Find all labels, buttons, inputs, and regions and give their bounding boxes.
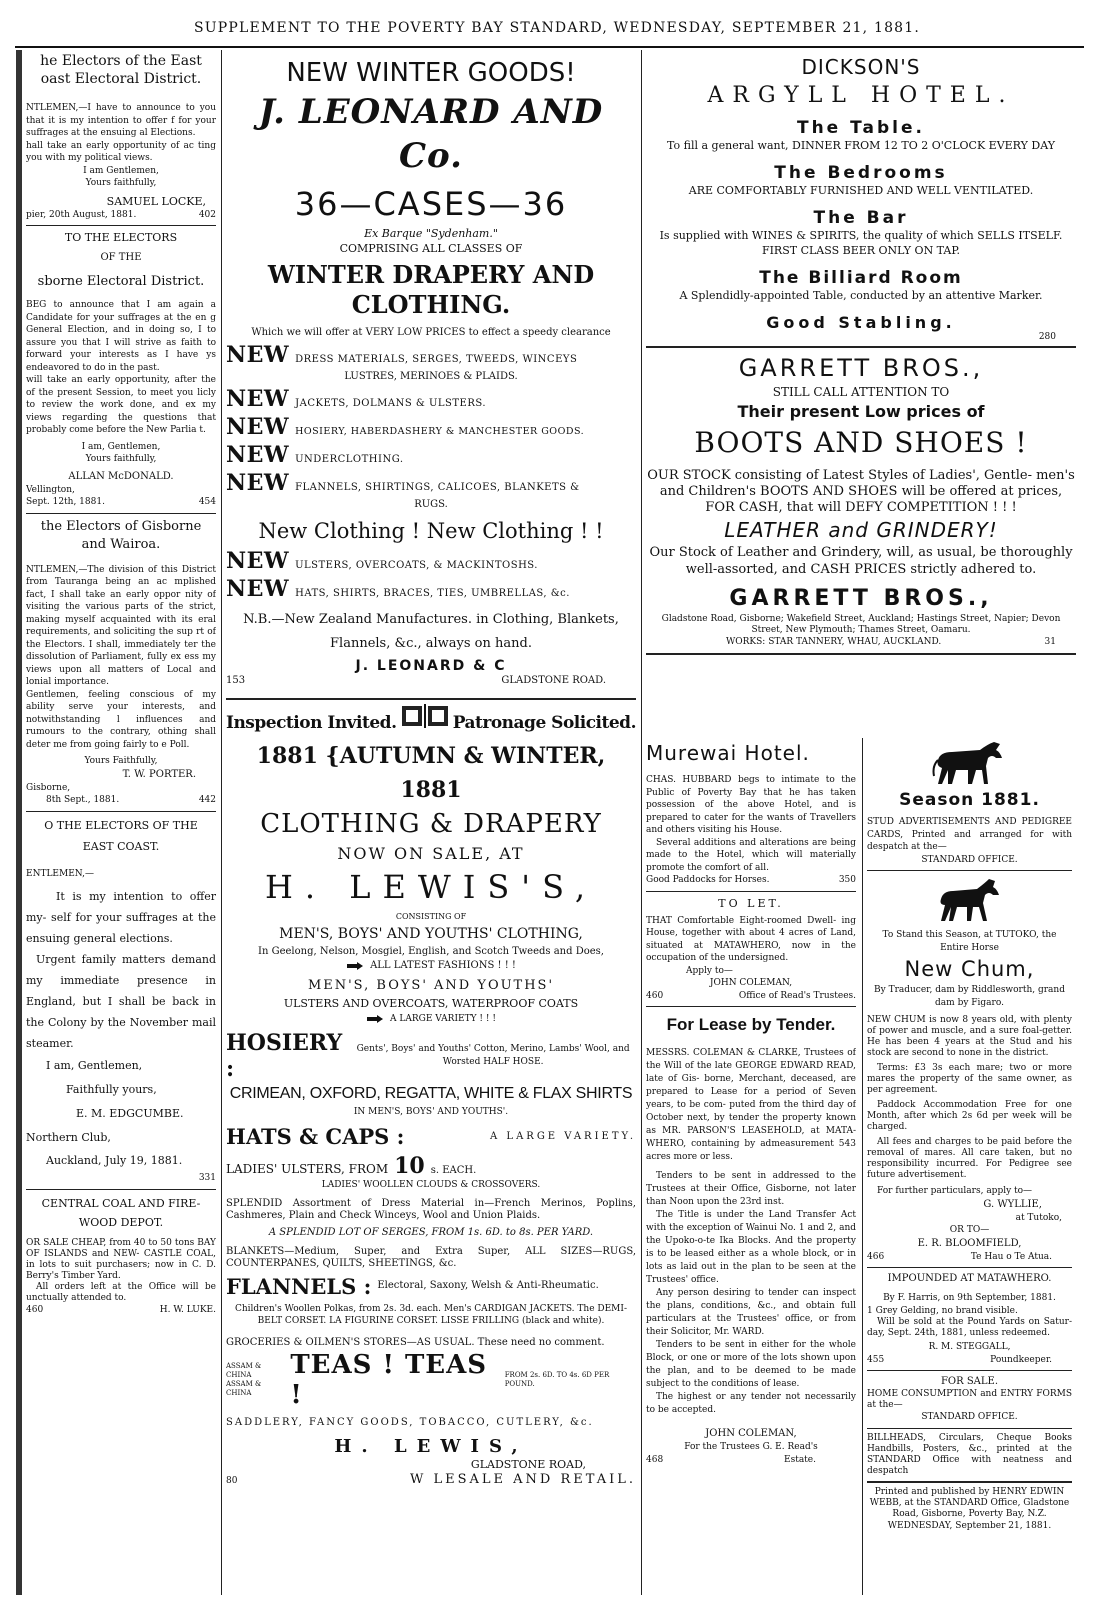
signature: E. M. EDGCUMBE. (76, 1107, 184, 1120)
column-3-top (646, 52, 1076, 659)
ad-body: Terms: £3 3s each mare; two or more mares the property of the same owner, as per agreement. (867, 1063, 1072, 1095)
notice-title: OF THE (100, 252, 142, 263)
notice-body: It is my intention to offer my- self for your suffrages at the ensuing general elections. (26, 890, 216, 945)
ad-body: 1 Grey Gelding, no brand visible. (867, 1305, 1018, 1316)
ad-body: By F. Harris, on 9th September, 1881. (883, 1293, 1056, 1303)
ad-body: STUD ADVERTISEMENTS AND PEDIGREE CARDS, Printed and arranged for with despatch at the— (867, 817, 1072, 852)
signature: T. W. PORTER. (122, 768, 196, 780)
section-heading: The Table. (796, 118, 925, 138)
item-text: UNDERCLOTHING. (295, 454, 404, 465)
new-label: NEW (226, 342, 290, 368)
notice-footer (26, 794, 216, 807)
ad-footer (646, 990, 856, 1003)
notice-title: and Wairoa. (81, 536, 161, 552)
notice-title: he Electors of the East (40, 53, 202, 69)
closing: I am, Gentlemen, (81, 441, 161, 452)
season-title: Season 1881. (899, 790, 1040, 810)
section-text: Is supplied with WINES & SPIRITS, the quality of which SELLS ITSELF. (659, 229, 1063, 242)
ad-body: Several additions and alterations are being made to the Hotel, which will materially promote the comfort of all. (646, 837, 856, 873)
hand-icon (346, 961, 364, 971)
horse-icon (867, 740, 1072, 788)
ad-number: 460 (26, 1304, 44, 1315)
ad-number: 31 (1044, 637, 1056, 647)
ad-title: For Lease by Tender. (666, 1015, 836, 1034)
signature: H. LEWIS, (334, 1435, 528, 1457)
item-text: ULSTERS, OVERCOATS, & MACKINTOSHS. (295, 560, 538, 571)
address: GLADSTONE ROAD, (470, 1457, 586, 1471)
page-header: SUPPLEMENT TO THE POVERTY BAY STANDARD, WEDNESDAY, SEPTEMBER 21, 1881. (193, 20, 921, 36)
date: Sept. 12th, 1881. (26, 497, 105, 507)
notice-title: O THE ELECTORS OF THE (44, 818, 198, 832)
attention-line: STILL CALL ATTENTION TO (772, 385, 950, 399)
ulsters-line: ULSTERS AND OVERCOATS, WATERPROOF COATS (283, 997, 579, 1010)
on-sale-line: NOW ON SALE, AT (337, 844, 525, 863)
ad-text: Good Paddocks for Horses. (646, 875, 770, 885)
horse-name: New Chum, (904, 957, 1035, 981)
mens-boys-line: MEN'S, BOYS' AND YOUTHS' (307, 978, 555, 993)
closing: Yours Faithfully, (84, 756, 158, 766)
nb-note: N.B.—New Zealand Manufactures. in Clothing, Blankets, Flannels, &c., always on hand. (243, 612, 619, 651)
ad-footer (646, 874, 856, 887)
fashions-line (226, 959, 636, 973)
teas-price: FROM 2s. 6D. TO 4s. 6D PER POUND. (504, 1370, 610, 1388)
tea-origin-text: ASSAM & CHINA (226, 1379, 262, 1397)
lease-tender-ad (646, 1011, 856, 1466)
ad-body: Any person desiring to tender can inspect the plans, conditions, &c., and obtain full particulars at the Trustees' office, or from their Solicitor, Mr. WARD. (646, 1288, 856, 1337)
ad-body: BILLHEADS, Circulars, Cheque Books Handbills, Posters, &c., printed at the STANDARD Office with neatness and despatch (867, 1432, 1072, 1476)
section-text: ARE COMFORTABLY FURNISHED AND WELL VENTILATED. (688, 184, 1034, 197)
ad-body: THAT Comfortable Eight-roomed Dwell- ing House, together with about 4 acres of Land, situated at MATAWHERO, now in the occupation of the undersigned. (646, 915, 856, 963)
notice-body: NTLEMEN,—The division of this District from Tauranga being an ac mplished fact, I shall take an early oppor nity of visiting the various parts of the strict, making myself acquainted with its eral requirements, and soliciting the sup rt of the Electors. I shall, immediately ter the dissolution of Parliament, fully ex ess my views upon all matters of Local and lonial importance. (26, 564, 216, 687)
inspection-text: Inspection Invited. (226, 713, 397, 733)
tweeds-line: In Geelong, Nelson, Mosgiel, English, and Scotch Tweeds and Does, (258, 946, 604, 957)
ad-number: 442 (198, 795, 216, 805)
notice-title: EAST COAST. (82, 839, 160, 853)
notice-body: Gentlemen, feeling conscious of my ability serve your interests, and notwithstanding l influences and rumours to the contrary, othing shall deter me from going fairly to e Poll. (26, 689, 216, 750)
closing: Yours faithfully, (85, 454, 157, 464)
addresses: Gladstone Road, Gisborne; Wakefield Street, Auckland; Hastings Street, Napier; Devon Street, New Plymouth; Thames Street, Oamaru. (661, 614, 1061, 635)
murewai-hotel-ad (646, 740, 856, 887)
leonard-advert (226, 56, 636, 688)
works-text: WORKS: STAR TANNERY, WHAU, AUCKLAND. (726, 637, 942, 647)
teas-line (226, 1350, 636, 1410)
column-1 (26, 52, 216, 1316)
hotel-name: Murewai Hotel. (646, 741, 810, 765)
variety-text: A LARGE VARIETY ! ! ! (390, 1014, 496, 1024)
column-4 (867, 740, 1072, 1532)
ad-body: All orders left at the Office will be unctually attended to. (26, 1281, 216, 1303)
item-text: RUGS. (414, 499, 448, 510)
new-item (226, 386, 636, 412)
advert-headline: NEW WINTER GOODS! (286, 58, 576, 88)
advert-footer (226, 674, 636, 688)
patronage-text: Patronage Solicited. (452, 713, 636, 733)
hosiery-label: HOSIERY : (226, 1029, 343, 1082)
election-notice-mcdonald (26, 230, 216, 509)
ad-number: 466 (867, 1251, 885, 1262)
trustees-line: For the Trustees G. E. Read's (684, 1442, 818, 1452)
ad-body: Tenders to be sent in either for the whole Block, or one or more of the lots shown upon the plan, and to be deemed to be made subject to the conditions of lease. (646, 1340, 856, 1389)
salutation: ENTLEMEN,— (26, 868, 94, 879)
section-text: To fill a general want, DINNER FROM 12 TO 2 O'CLOCK EVERY DAY (667, 139, 1055, 152)
shirts-line: CRIMEAN, OXFORD, REGATTA, WHITE & FLAX SHIRTS (229, 1084, 633, 1102)
hotel-name: ARGYLL HOTEL. (707, 83, 1015, 108)
item-text: JACKETS, DOLMANS & ULSTERS. (295, 398, 487, 409)
consisting-line: CONSISTING OF (395, 912, 467, 921)
for-sale-ad (867, 1375, 1072, 1424)
leather-headline: LEATHER and GRINDERY! (724, 518, 998, 542)
new-item (226, 470, 636, 496)
ship-name: Ex Barque "Sydenham." (364, 227, 498, 240)
teas-headline: TEAS ! TEAS ! (290, 1349, 488, 1410)
cases-headline: 36—CASES—36 (294, 185, 568, 223)
winter-drapery-title: WINTER DRAPERY AND (267, 260, 595, 289)
section-heading: Good Stabling. (766, 313, 956, 332)
ladies-price: 10 (394, 1153, 425, 1179)
blankets-line: BLANKETS—Medium, Super, and Extra Super, ALL SIZES—RUGS, COUNTERPANES, QUILTS, SHEETINGS, &c. (226, 1245, 636, 1269)
imprint (867, 1487, 1072, 1533)
hand-icon (366, 1014, 384, 1024)
item-text: HATS, SHIRTS, BRACES, TIES, UMBRELLAS, &c. (295, 588, 570, 599)
billheads-ad (867, 1433, 1072, 1477)
fashions-text: ALL LATEST FASHIONS ! ! ! (370, 960, 516, 971)
ad-number: 350 (838, 875, 856, 885)
hats-text: A LARGE VARIETY. (490, 1130, 636, 1142)
ad-body: OR SALE CHEAP, from 40 to 50 tons BAY OF ISLANDS and NEW- CASTLE COAL, in lots to suit purchasers; now in C. D. Berry's Timber Yard. (26, 1237, 216, 1281)
apply-line: For further particulars, apply to— (877, 1186, 1033, 1196)
firm-name: GARRETT BROS., (729, 586, 993, 611)
inspection-line (226, 704, 636, 733)
boots-shoes-headline: BOOTS AND SHOES ! (694, 426, 1028, 459)
signature: H. W. LUKE. (159, 1304, 216, 1315)
childrens-line: Children's Woollen Polkas, from 2s. 3d. each. Men's CARDIGAN JACKETS. The DEMI-BELT CORSET. LA FIGURINE CORSET. LISSE FRILLING (black and white). (234, 1303, 627, 1326)
hats-line (226, 1124, 636, 1149)
new-label: NEW (226, 470, 290, 496)
wholesale-line: W LESALE AND RETAIL. (409, 1471, 636, 1487)
ad-body: The Title is under the Land Transfer Act with the exception of Wainui No. 1 and 2, and the Upoko-o-te Ika Blocks. And the property is to be leased either as a whole block, or in lots as laid out in the plan to be seen at the Trustees' office. (646, 1210, 856, 1285)
notice-body: NTLEMEN,—I have to announce to you that it is my intention to offer f for your suffrages at the ensuing al Elections. (26, 103, 216, 138)
flannels-label: FLANNELS : (226, 1273, 372, 1299)
signature: SAMUEL LOCKE, (106, 194, 206, 208)
clothing-drapery-title: CLOTHING & DRAPERY (260, 809, 602, 839)
hotel-owner: DICKSON'S (801, 55, 921, 79)
section-heading: The Bedrooms (774, 163, 948, 183)
notice-title: oast Electoral District. (40, 71, 202, 87)
season-ad (867, 740, 1072, 866)
ad-title: IMPOUNDED AT MATAWHERO. (887, 1273, 1052, 1284)
firm-name: GARRETT BROS., (738, 354, 984, 382)
advert-firm-name: J. LEONARD AND Co. (258, 92, 604, 176)
election-notice-edgcumbe (26, 818, 216, 1185)
new-clothing-line: New Clothing ! New Clothing ! ! (258, 519, 604, 543)
imprint-text: Printed and published by HENRY EDWIN WEBB, at the STANDARD Office, Gladstone Road, Gisborne, Poverty Bay, N.Z. (869, 1486, 1070, 1519)
tea-origin (226, 1362, 286, 1398)
flannels-text: Electoral, Saxony, Welsh & Anti-Rheumatic. (377, 1280, 599, 1291)
closing: Faithfully yours, (66, 1083, 157, 1096)
ad-footer (26, 1304, 216, 1317)
signature: J. LEONARD & C (355, 658, 507, 674)
place: Gisborne, (26, 782, 71, 793)
advert-footer (226, 1472, 636, 1487)
notice-title: sborne Electoral District. (37, 274, 205, 289)
ad-number: 454 (198, 497, 216, 507)
notice-body: will take an early opportunity, after the of the present Session, to meet you licly to review the work done, and ex my views regarding the questions that probably come before the New Parlia t. (26, 375, 216, 435)
ladies-each: s. EACH. (430, 1165, 477, 1176)
ad-number: 455 (867, 1354, 885, 1365)
ad-body: Will be sold at the Pound Yards on Satur- day, Sept. 24th, 1881, unless redeemed. (867, 1317, 1072, 1338)
election-notice-porter (26, 518, 216, 807)
ad-title: CENTRAL COAL AND FIRE- (41, 1196, 201, 1210)
ad-footer (867, 1251, 1072, 1264)
signature: ALLAN McDONALD. (68, 470, 174, 482)
clothing-line: MEN'S, BOYS' AND YOUTHS' CLOTHING, (279, 926, 583, 942)
election-notice-locke (26, 52, 216, 221)
saddlery-line: SADDLERY, FANCY GOODS, TOBACCO, CUTLERY, &c. (226, 1416, 594, 1428)
impounded-ad (867, 1272, 1072, 1366)
horse-icon (867, 877, 1072, 923)
place: Vellington, (26, 484, 75, 495)
serges-line: A SPLENDID LOT OF SERGES, FROM 1s. 6D. to 8s. PER YARD. (268, 1226, 594, 1238)
leather-text: Our Stock of Leather and Grindery, will, as usual, be thoroughly well-assorted, and CASH PRICES strictly adhered to. (649, 545, 1073, 577)
prices-line: Their present Low prices of (737, 402, 985, 421)
signature: E. R. BLOOMFIELD, (917, 1237, 1022, 1249)
flannels-line (226, 1274, 636, 1299)
pedigree-line: By Traducer, dam by Riddlesworth, grand dam by Figaro. (874, 985, 1065, 1008)
new-label: NEW (226, 386, 290, 412)
hats-label: HATS & CAPS : (226, 1124, 405, 1149)
ad-number: 153 (226, 675, 246, 686)
ad-body: MESSRS. COLEMAN & CLARKE, Trustees of the Will of the late GEORGE EDWARD READ, late of Gis- borne, Merchant, deceased, are prepared to Lease for a period of Seven years, to be com- puted from the third day of October next, by tender the property known as MR. PARSON'S LEASEHOLD, at MATA- WHERO, containing by admeasurement 543 acres more or less. (646, 1048, 856, 1162)
ad-number: 80 (226, 1475, 238, 1486)
ad-number: 460 (646, 990, 664, 1001)
signature: JOHN COLEMAN, (705, 1428, 797, 1439)
works-line (646, 636, 1076, 649)
new-item (226, 576, 636, 602)
ad-number: 331 (198, 1173, 216, 1183)
apply-line: Apply to— (686, 965, 733, 976)
place: at Tutoko, (1015, 1212, 1062, 1223)
crest-icon (400, 704, 450, 728)
signature: JOHN COLEMAN, (709, 978, 793, 988)
new-chum-ad (867, 877, 1072, 1263)
ad-body: CHAS. HUBBARD begs to intimate to the Public of Poverty Bay that he has taken possession of the above Hotel, and is prepared to cater for the wants of Travellers and others visiting his House. (646, 775, 856, 835)
column-3-lower (646, 740, 856, 1466)
tea-origin-text: ASSAM & CHINA (226, 1361, 262, 1379)
offer-line: Which we will offer at VERY LOW PRICES to effect a speedy clearance (251, 327, 611, 338)
section-text: FIRST CLASS BEER ONLY ON TAP. (761, 244, 961, 257)
address: GLADSTONE ROAD. (501, 675, 606, 686)
ad-body: HOME CONSUMPTION and ENTRY FORMS at the— (867, 1389, 1072, 1410)
notice-body: BEG to announce that I am again a Candidate for your suffrages at the en g General Election, and in doing so, I to assure you that I will strive as faith to forward your interests as I have ys endeavored to do in the past. (26, 300, 216, 373)
header-rule (15, 46, 1084, 48)
ad-title: WOOD DEPOT. (78, 1215, 164, 1229)
comprising-line: COMPRISING ALL CLASSES OF (339, 242, 523, 255)
ad-body: All fees and charges to be paid before the removal of mares. All care taken, but no responsibility incurred. For Pedigree see future advertisement. (867, 1137, 1072, 1180)
item-text: HOSIERY, HABERDASHERY & MANCHESTER GOODS. (295, 426, 585, 437)
signature: G. WYLLIE, (983, 1198, 1042, 1210)
ad-title: FOR SALE. (940, 1376, 999, 1387)
ad-body: Paddock Accommodation Free for one Month, after which 2s 6d per week will be charged. (867, 1100, 1072, 1132)
new-label: NEW (226, 576, 290, 602)
lewis-advert (226, 704, 636, 1487)
binding-edge (16, 50, 22, 1595)
column-rule (221, 50, 222, 1595)
section-heading: The Bar (813, 208, 909, 228)
groceries-line: GROCERIES & OILMEN'S STORES—AS USUAL. These need no comment. (226, 1336, 605, 1348)
office-line: STANDARD OFFICE. (921, 854, 1018, 865)
section-heading: The Billiard Room (759, 268, 963, 288)
ladies-text: LADIES' ULSTERS, FROM (226, 1162, 389, 1176)
new-item (226, 414, 636, 440)
closing: I am, Gentlemen, (46, 1059, 143, 1072)
coal-depot-ad (26, 1196, 216, 1317)
notice-title: TO THE ELECTORS (64, 231, 178, 244)
ladies-line (226, 1153, 636, 1179)
season-headline: 1881 {AUTUMN & WINTER, 1881 (256, 743, 606, 803)
imprint-date: WEDNESDAY, September 21, 1881. (887, 1520, 1052, 1531)
office-line: Office of Read's Trustees. (738, 990, 856, 1001)
place: Te Hau o Te Atua. (970, 1251, 1052, 1262)
ad-number: 468 (646, 1454, 664, 1465)
ad-footer (646, 1454, 856, 1467)
new-label: NEW (226, 442, 290, 468)
place-date: Auckland, July 19, 1881. (46, 1154, 183, 1167)
ad-body: The highest or any tender not necessarily to be accepted. (646, 1392, 856, 1415)
place: Northern Club, (26, 1131, 111, 1144)
variety-line (226, 1013, 636, 1026)
closing: Yours faithfully, (85, 178, 157, 188)
stock-text: OUR STOCK consisting of Latest Styles of Ladies', Gentle- men's and Children's BOOTS AND SHOES will be offered at prices, FOR CASH, that will DEFY COMPETITION ! ! ! (647, 468, 1075, 515)
column-rule (641, 50, 642, 1595)
ad-body: To Stand this Season, at TUTOKO, the Entire Horse (882, 930, 1057, 953)
notice-footer (26, 209, 216, 222)
estate-line: Estate. (784, 1454, 816, 1465)
item-text: FLANNELS, SHIRTINGS, CALICOES, BLANKETS & (295, 482, 580, 493)
notice-body: Urgent family matters demand my immediate presence in England, but I shall be back in the Colony by the November mail steamer. (26, 953, 216, 1050)
new-label: NEW (226, 548, 290, 574)
item-text: LUSTRES, MERINOES & PLAIDS. (344, 371, 518, 382)
signature: R. M. STEGGALL, (928, 1342, 1011, 1352)
ad-body: Tenders to be sent in addressed to the Trustees at their Office, Gisborne, not later than Noon upon the 23rd inst. (646, 1171, 856, 1207)
role: Poundkeeper. (990, 1354, 1052, 1365)
ad-title: TO LET. (718, 896, 784, 910)
ad-number: 402 (198, 209, 216, 220)
date: 8th Sept., 1881. (46, 795, 120, 805)
winter-drapery-title: CLOTHING. (351, 290, 511, 319)
new-item (226, 342, 636, 368)
to-let-ad (646, 896, 856, 1003)
hosiery-text: Gents', Boys' and Youths' Cotton, Merino, Lambs' Wool, and Worsted HALF HOSE. (356, 1044, 630, 1067)
new-label: NEW (226, 414, 290, 440)
office-line: STANDARD OFFICE. (921, 1412, 1018, 1422)
ad-footer (867, 1354, 1072, 1367)
ad-number: 280 (1038, 332, 1056, 342)
place-date: pier, 20th August, 1881. (26, 209, 137, 220)
section-text: A Splendidly-appointed Table, conducted by an attentive Marker. (679, 289, 1043, 302)
ad-body: NEW CHUM is now 8 years old, with plenty of power and muscle, and a sure foal-getter. He has been 4 years at the Stud and his stock are second to none in the district. (867, 1015, 1072, 1058)
shirts-sub: IN MEN'S, BOYS' AND YOUTHS'. (353, 1106, 509, 1117)
clouds-line: LADIES' WOOLLEN CLOUDS & CROSSOVERS. (321, 1180, 541, 1190)
closing: I am Gentlemen, (83, 165, 159, 176)
argyll-hotel-ad (646, 54, 1076, 342)
splendid-line: SPLENDID Assortment of Dress Material in—French Merinos, Poplins, Cashmeres, Plain and Check Winceys, Wool and Union Plaids. (226, 1197, 636, 1221)
new-item (226, 442, 636, 468)
notice-footer (26, 496, 216, 509)
new-item (226, 548, 636, 574)
or-line: OR TO— (949, 1225, 990, 1235)
garrett-bros-ad (646, 352, 1076, 649)
column-2 (226, 52, 636, 1487)
hosiery-line (226, 1030, 636, 1082)
item-text: DRESS MATERIALS, SERGES, TWEEDS, WINCEYS (295, 354, 578, 365)
lewis-name: H. LEWIS'S, (264, 868, 598, 906)
notice-body: hall take an early opportunity of ac ting you with my political views. (26, 140, 216, 163)
notice-title: the Electors of Gisborne (40, 518, 202, 534)
column-rule (862, 738, 863, 1595)
